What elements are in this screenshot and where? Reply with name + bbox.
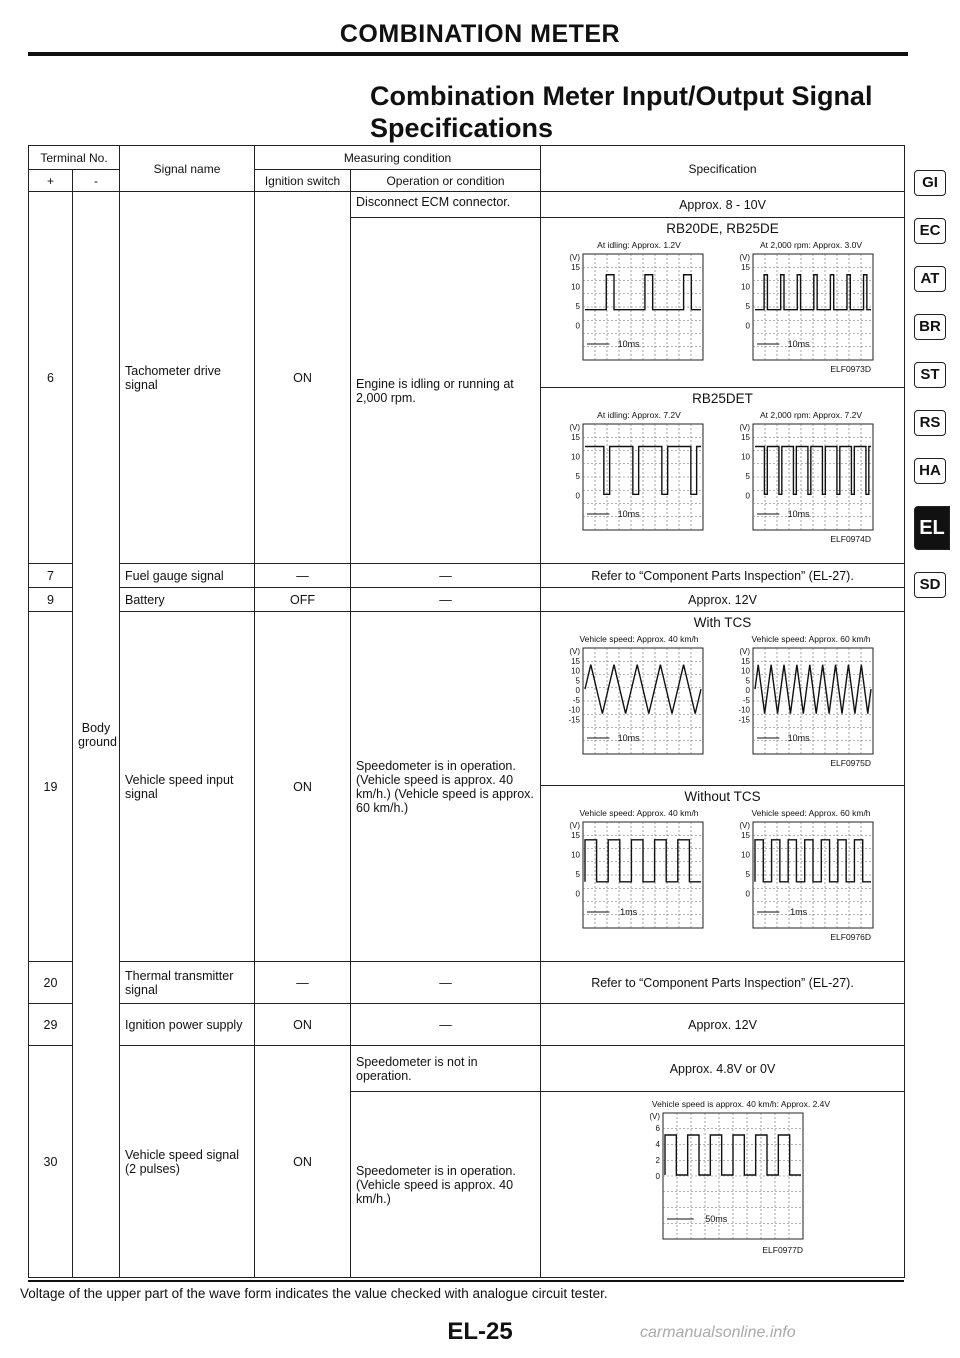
scope-r30 [553,1095,893,1257]
spec-r7: Refer to “Component Parts Inspection” (EL-27). [541,564,905,588]
scope-y-label: 5 [575,301,580,311]
scope-y-label: 0 [575,321,580,331]
scope-y-label: 0 [575,686,580,696]
op-r29: — [351,1004,541,1046]
scope-y-label: 0 [655,1172,660,1181]
time-scale-label: 50ms [704,1214,727,1224]
scope-y-label: 5 [575,471,580,481]
scope-y-label: 6 [655,1124,660,1133]
tab-br[interactable]: BR [914,314,946,340]
r6-sub2-title: RB25DET [692,391,753,406]
scope-y-label: 15 [570,831,580,840]
scope-panel [739,423,873,530]
scope-unit: (V) [568,821,580,830]
r19-sub1-waveforms [546,632,899,772]
ign-r20: — [255,962,351,1004]
scope-r6-sub1 [553,238,893,376]
signal-vehicle-speed-input: Vehicle speed input signal [120,612,255,962]
op-r19: Speedometer is in operation. (Vehicle speed is approx. 40 km/h.) (Vehicle speed is approx. 60 km/h.) [351,612,541,962]
spec-r6-a: Approx. 8 - 10V [541,192,905,218]
tab-el[interactable]: EL [914,506,950,550]
spec-r6-wave2 [541,388,905,564]
scope-y-label: 10 [570,282,580,292]
col-ignition-switch: Ignition switch [255,170,351,192]
col-specification: Specification [541,146,905,192]
spec-r20: Refer to “Component Parts Inspection” (EL-27). [541,962,905,1004]
col-minus: - [73,170,120,192]
scope-caption-left: Vehicle speed: Approx. 40 km/h [578,634,699,644]
scope-y-label: -10 [567,705,580,715]
section-tabs [914,170,954,620]
ign-r29: ON [255,1004,351,1046]
scope-y-label: 4 [655,1140,660,1149]
scope-caption-right: At 2,000 rpm: Approx. 3.0V [759,240,862,250]
terminal-20: 20 [29,962,73,1004]
scope-y-label: 2 [655,1156,660,1165]
scope-r19-sub1 [553,632,893,772]
scope-y-label: 10 [570,666,580,676]
op-r20: — [351,962,541,1004]
scope-y-label: -10 [737,705,750,715]
scope-panel [649,1112,803,1239]
scope-caption-right: Vehicle speed: Approx. 60 km/h [750,808,871,818]
tab-ec[interactable]: EC [914,218,946,244]
scope-y-label: 10 [740,282,750,292]
scope-y-label: 10 [740,666,750,676]
time-scale-label: 10ms [787,509,810,519]
time-scale-label: 1ms [789,907,807,917]
scope-y-label: 10 [570,452,580,462]
scope-y-label: 15 [570,433,580,442]
signal-thermal-transmitter: Thermal transmitter signal [120,962,255,1004]
waveform-trace [585,840,701,882]
figure-code: ELF0976D [829,932,871,942]
op-r6-a: Disconnect ECM connector. [351,192,541,218]
scope-y-label: -5 [572,695,580,705]
scope-y-label: -5 [742,695,750,705]
tab-ha[interactable]: HA [914,458,946,484]
signal-fuel-gauge: Fuel gauge signal [120,564,255,588]
scope-y-label: 5 [745,301,750,311]
tab-rs[interactable]: RS [914,410,946,436]
watermark: carmanualsonline.info [640,1324,796,1341]
terminal-19: 19 [29,612,73,962]
spec-r19-wave1 [541,612,905,786]
page-header: COMBINATION METER [339,20,621,48]
scope-unit: (V) [648,1112,660,1121]
col-signal-name: Signal name [120,146,255,192]
time-scale-label: 10ms [617,509,640,519]
r19-sub1-title: With TCS [693,615,752,630]
waveform-trace [665,1135,801,1175]
body-ground-label: Body ground [78,720,117,749]
scope-y-label: 10 [740,452,750,462]
section-title-line2: Specifications [370,113,554,143]
scope-unit: (V) [568,647,580,656]
scope-unit: (V) [568,423,580,432]
col-terminal-no: Terminal No. [29,146,120,170]
scope-y-label: -15 [567,715,580,725]
scope-y-label: 15 [740,263,750,272]
scope-y-label: 10 [740,850,750,860]
figure-code: ELF0975D [829,758,871,768]
op-r9: — [351,588,541,612]
tab-at[interactable]: AT [914,266,946,292]
ign-r19: ON [255,612,351,962]
spec-r30-a: Approx. 4.8V or 0V [541,1046,905,1092]
scope-y-label: 5 [575,869,580,879]
scope-y-label: 0 [745,491,750,501]
page-number: EL-25 [447,1318,513,1345]
terminal-30: 30 [29,1046,73,1278]
ign-r7: — [255,564,351,588]
scope-y-label: 5 [745,676,750,686]
op-r7: — [351,564,541,588]
section-title-line1: Combination Meter Input/Output Signal [370,81,873,111]
r19-sub2-title: Without TCS [684,789,761,804]
scope-caption-left: At idling: Approx. 7.2V [596,410,681,420]
scope-y-label: 10 [570,850,580,860]
scope-y-label: 15 [570,657,580,666]
ign-r9: OFF [255,588,351,612]
r30-waveform [546,1095,899,1257]
scope-y-label: 5 [575,676,580,686]
scope-r19-sub2 [553,806,893,944]
scope-caption-left: Vehicle speed: Approx. 40 km/h [578,808,699,818]
header-rule [28,52,908,56]
scope-y-label: 5 [745,869,750,879]
tab-st[interactable]: ST [914,362,946,388]
scope-y-label: 0 [575,491,580,501]
op-r6-b: Engine is idling or running at 2,000 rpm. [351,218,541,564]
tab-sd[interactable]: SD [914,572,946,598]
spec-r30-wave [541,1092,905,1278]
body-ground [73,192,120,1278]
scope-panel [569,423,703,530]
scope-caption-right: Vehicle speed: Approx. 60 km/h [750,634,871,644]
spec-r19-wave2 [541,786,905,962]
scope-caption-right: At 2,000 rpm: Approx. 7.2V [759,410,862,420]
signal-tachometer: Tachometer drive signal [120,192,255,564]
waveform-trace [755,840,871,882]
scope-y-label: 0 [745,889,750,899]
scope-panel [739,253,873,360]
footer-rule [28,1280,904,1282]
col-plus: + [29,170,73,192]
time-scale-label: 10ms [617,733,640,743]
scope-y-label: 15 [740,831,750,840]
scope-y-label: 5 [745,471,750,481]
scope-y-label: -15 [737,715,750,725]
scope-unit: (V) [738,821,750,830]
signal-ignition-power: Ignition power supply [120,1004,255,1046]
r6-sub1-waveforms [546,238,899,376]
signal-vehicle-speed-2p: Vehicle speed signal (2 pulses) [120,1046,255,1278]
time-scale-label: 10ms [787,339,810,349]
scope-unit: (V) [568,253,580,262]
signal-battery: Battery [120,588,255,612]
footnote: Voltage of the upper part of the wave form indicates the value checked with analogue circuit tester. [20,1286,608,1301]
scope-y-label: 0 [575,889,580,899]
spec-table [28,145,905,1278]
scope-panel [739,821,873,928]
time-scale-label: 10ms [787,733,810,743]
terminal-7: 7 [29,564,73,588]
op-r30-b: Speedometer is in operation. (Vehicle speed is approx. 40 km/h.) [351,1092,541,1278]
spec-r9: Approx. 12V [541,588,905,612]
scope-panel [738,647,873,754]
scope-y-label: 15 [740,433,750,442]
scope-unit: (V) [738,423,750,432]
r6-sub2-waveforms [546,408,899,546]
r19-sub2-waveforms [546,806,899,944]
col-operation: Operation or condition [351,170,541,192]
section-title [370,80,872,144]
ign-r6: ON [255,192,351,564]
scope-caption: Vehicle speed is approx. 40 km/h: Approx. 2.4V [651,1099,830,1109]
ign-r30: ON [255,1046,351,1278]
spec-r29: Approx. 12V [541,1004,905,1046]
time-scale-label: 10ms [617,339,640,349]
op-r30-a: Speedometer is not in operation. [351,1046,541,1092]
scope-unit: (V) [738,647,750,656]
scope-caption-left: At idling: Approx. 1.2V [596,240,681,250]
terminal-6: 6 [29,192,73,564]
scope-y-label: 15 [740,657,750,666]
tab-gi[interactable]: GI [914,170,946,196]
figure-code: ELF0977D [761,1245,803,1255]
terminal-29: 29 [29,1004,73,1046]
figure-code: ELF0973D [829,364,871,374]
scope-unit: (V) [738,253,750,262]
scope-panel [568,647,703,754]
time-scale-label: 1ms [619,907,637,917]
scope-y-label: 0 [745,321,750,331]
r6-sub1-title: RB20DE, RB25DE [666,221,779,236]
scope-y-label: 15 [570,263,580,272]
scope-r6-sub2 [553,408,893,546]
scope-panel [569,821,703,928]
spec-r6-wave1 [541,218,905,388]
figure-code: ELF0974D [829,534,871,544]
col-measuring-condition: Measuring condition [255,146,541,170]
scope-y-label: 0 [745,686,750,696]
scope-panel [569,253,703,360]
terminal-9: 9 [29,588,73,612]
